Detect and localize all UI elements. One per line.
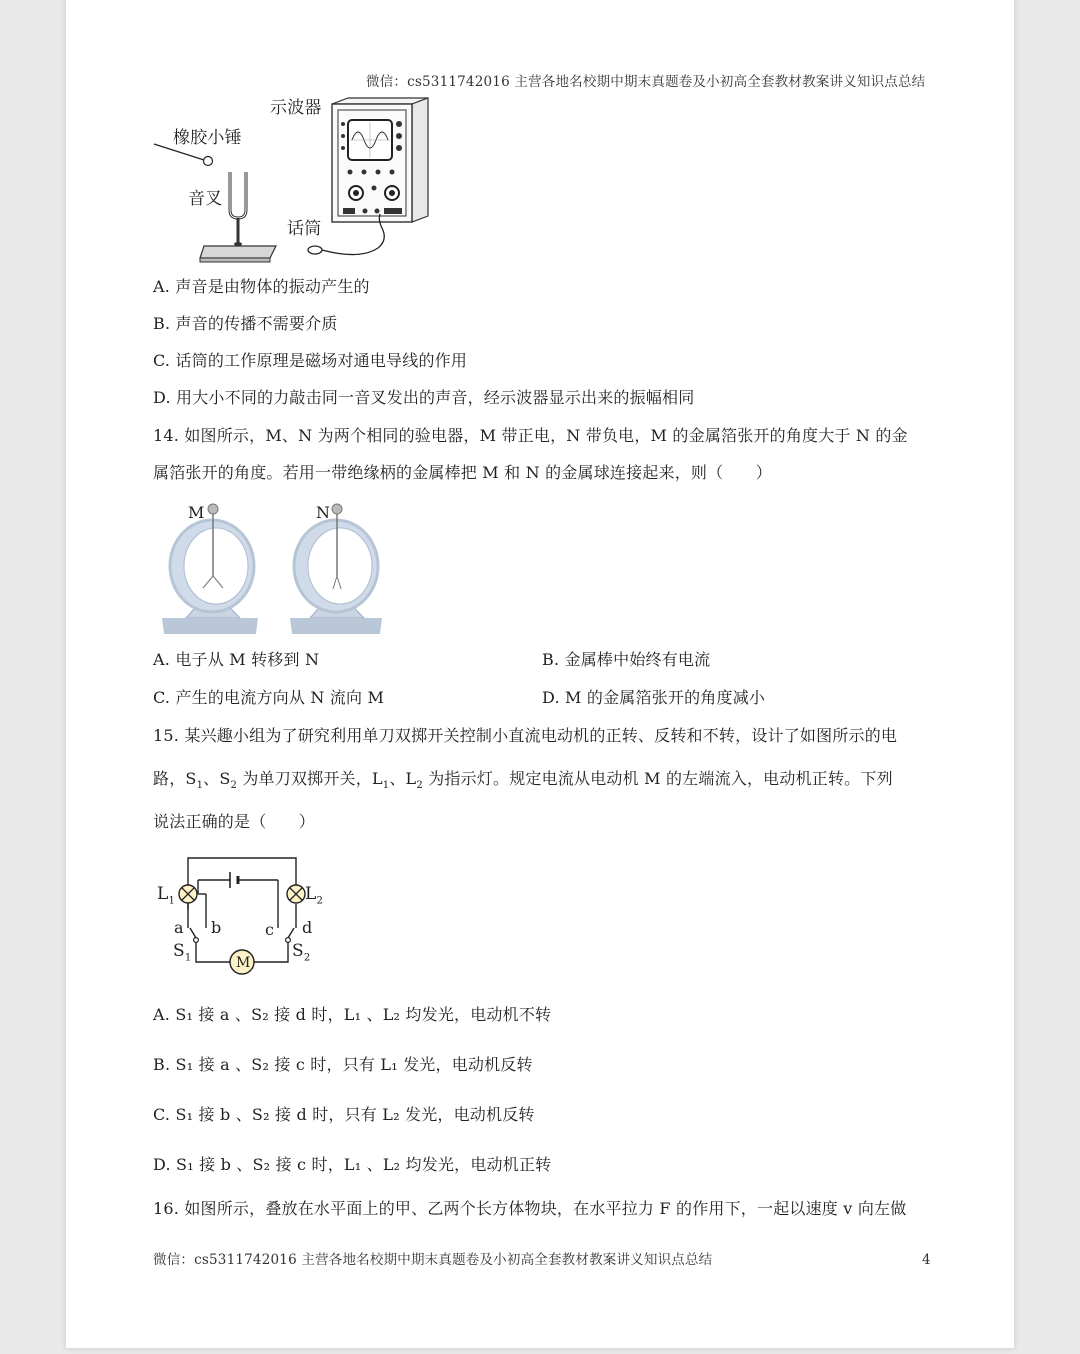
electroscope-m [170, 504, 254, 618]
lamp-l1 [179, 885, 197, 903]
hammer-label: 橡胶小锤 [173, 128, 242, 148]
circuit-label-s2: $S_2$ [292, 941, 311, 964]
q15-stem-line1: 15. 某兴趣小组为了研究利用单刀双掷开关控制小直流电动机的正转、反转和不转，设计了如图所示的电 [153, 726, 898, 745]
circuit-label-d: d [302, 918, 313, 937]
tuning-fork [200, 172, 276, 262]
oscilloscope [332, 98, 428, 222]
q13-option-b: B. 声音的传播不需要介质 [153, 314, 338, 333]
q15-option-a: A. S₁ 接 a 、S₂ 接 d 时，L₁ 、L₂ 均发光，电动机不转 [153, 1005, 552, 1024]
electroscope-m-label: M [188, 503, 205, 522]
oscilloscope-label: 示波器 [270, 98, 322, 118]
q13-option-c: C. 话筒的工作原理是磁场对通电导线的作用 [153, 351, 468, 370]
page-number: 4 [922, 1252, 931, 1268]
oscilloscope-figure [150, 92, 440, 270]
q15-option-b: B. S₁ 接 a 、S₂ 接 c 时，只有 L₁ 发光，电动机反转 [153, 1055, 533, 1074]
mic [308, 246, 322, 254]
fork-label: 音叉 [188, 189, 223, 209]
q15-option-d: D. S₁ 接 b 、S₂ 接 c 时，L₁ 、L₂ 均发光，电动机正转 [153, 1155, 552, 1174]
q16-stem-line1: 16. 如图所示，叠放在水平面上的甲、乙两个长方体物块，在水平拉力 F 的作用下，一起以速度 v 向左做 [153, 1199, 907, 1218]
q14-stem-line2: 属箔张开的角度。若用一带绝缘柄的金属棒把 M 和 N 的金属球连接起来，则（ ） [153, 463, 772, 482]
q15-option-c: C. S₁ 接 b 、S₂ 接 d 时，只有 L₂ 发光，电动机反转 [153, 1105, 535, 1124]
q14-option-d: D. M 的金属箔张开的角度减小 [542, 688, 766, 707]
lamp-l2 [287, 885, 305, 903]
q13-option-a: A. 声音是由物体的振动产生的 [153, 277, 370, 296]
q14-option-c: C. 产生的电流方向从 N 流向 M [153, 688, 385, 707]
q15-stem-line2: 路，$S_1$、$S_2$ 为单刀双掷开关，$L_1$、$L_2$ 为指示灯。规定电流从电动机 M 的左端流入，电动机正转。下列 [153, 769, 893, 792]
circuit-label-l2: $L_2$ [305, 884, 324, 907]
q14-stem-line1: 14. 如图所示，M、N 为两个相同的验电器，M 带正电，N 带负电，M 的金属箔张开的角度大于 N 的金 [153, 426, 908, 445]
circuit-label-s1: $S_1$ [173, 941, 192, 964]
q14-option-a: A. 电子从 M 转移到 N [153, 650, 320, 669]
q15-stem-line3: 说法正确的是（ ） [153, 812, 316, 831]
page-footer: 微信：cs5311742016 主营各地名校期中期末真题卷及小初高全套教材教案讲义知识点总结 [153, 1252, 713, 1268]
electroscope-n-label: N [316, 503, 331, 522]
hammer-head [204, 157, 213, 166]
circuit-label-c: c [265, 920, 275, 939]
circuit-label-b: b [211, 918, 222, 937]
q14-option-b: B. 金属棒中始终有电流 [542, 650, 711, 669]
electroscope-n [294, 504, 378, 618]
circuit-label-l1: $L_1$ [157, 884, 176, 907]
mic-label: 话筒 [287, 219, 322, 239]
circuit-label-motor: M [236, 955, 251, 971]
page-header: 微信：cs5311742016 主营各地名校期中期末真题卷及小初高全套教材教案讲义知识点总结 [366, 74, 926, 90]
q13-option-d: D. 用大小不同的力敲击同一音叉发出的声音，经示波器显示出来的振幅相同 [153, 388, 695, 407]
circuit-label-a: a [174, 918, 184, 937]
